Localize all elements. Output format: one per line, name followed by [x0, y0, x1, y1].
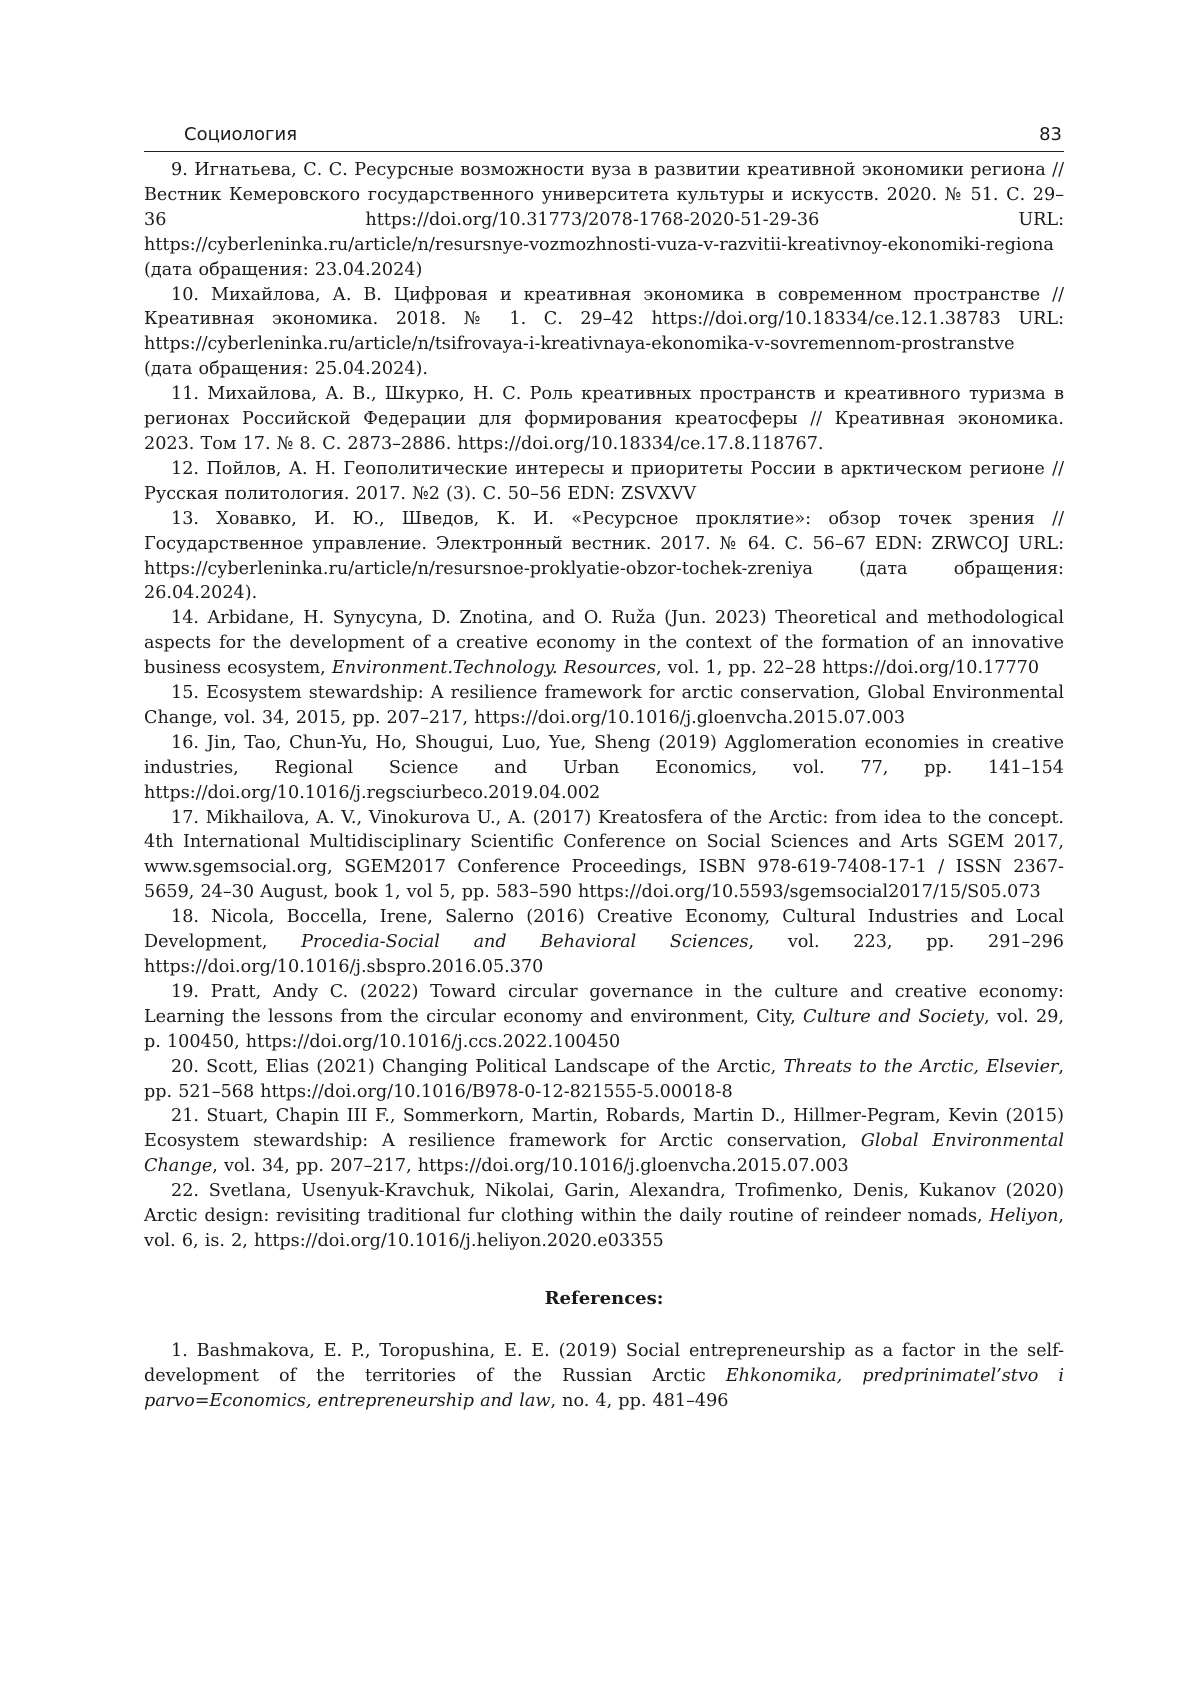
reference-number: 9.: [171, 160, 188, 180]
reference-item: [144, 681, 1064, 731]
reference-text: , vol. 34, pp. 207–217, https://doi.org/10.1016/j.gloenvcha.2015.07.003: [212, 1156, 848, 1176]
reference-text: , vol. 223, pp. 291–296 https://doi.org/10.1016/j.sbspro.2016.05.370: [144, 932, 1064, 977]
reference-italic-title: Culture and Society: [803, 1007, 984, 1027]
reference-text: Ховавко, И. Ю., Шведов, К. И. «Ресурсное проклятие»: обзор точек зрения // Государственное управление. Электронный вестник. 2017. № 64. С. 56–67 EDN: ZRWCOJ URL: https://cyberleninka.ru/article/n/resursnoe-proklyatie-obzor-tochek-zreniya (дата обращения: 26.04.2024).: [144, 509, 1064, 604]
reference-italic-title: Procedia-Social and Behavioral Sciences: [301, 932, 748, 952]
references-english-list: [144, 1339, 1064, 1414]
reference-text: Nicola, Boccella, Irene, Salerno (2016) Creative Economy, Cultural Industries and Local Development,: [144, 907, 1064, 952]
reference-number: 13.: [171, 509, 199, 529]
reference-number: 14.: [171, 608, 199, 628]
section-title-header: Социология: [184, 124, 297, 145]
reference-number: 18.: [171, 907, 199, 927]
reference-item: [144, 507, 1064, 607]
reference-item: [144, 806, 1064, 906]
reference-italic-title: Environment.Technology. Resources: [332, 658, 656, 678]
reference-item: [144, 1339, 1064, 1414]
reference-italic-title: Threats to the Arctic, Elsevier: [783, 1057, 1058, 1077]
reference-text: Михайлова, А. В. Цифровая и креативная экономика в современном пространстве // Креативная экономика. 2018. № 1. С. 29–42 https://doi.org/10.18334/ce.12.1.38783 URL: https://cyberleninka.ru/article/n/tsifrovaya-i-kreativnaya-ekonomika-v-sovremennom-prostranstve (дата обращения: 25.04.2024).: [144, 285, 1064, 380]
page: [144, 118, 1064, 1414]
reference-number: 21.: [171, 1106, 199, 1126]
reference-text: , no. 4, pp. 481–496: [550, 1391, 728, 1411]
reference-text: Ecosystem stewardship: A resilience framework for arctic conservation, Global Environmental Change, vol. 34, 2015, pp. 207–217, https://doi.org/10.1016/j.gloenvcha.2015.07.003: [144, 683, 1064, 728]
reference-item: [144, 382, 1064, 457]
reference-text: Stuart, Chapin III F., Sommerkorn, Martin, Robards, Martin D., Hillmer-Pegram, Kevin (2015) Ecosystem stewardship: A resilience framework for Arctic conservation,: [144, 1106, 1064, 1151]
reference-number: 12.: [171, 459, 199, 479]
reference-item: [144, 1104, 1064, 1179]
reference-text: , pp. 521–568 https://doi.org/10.1016/B978-0-12-821555-5.00018-8: [144, 1057, 1064, 1102]
reference-number: 1.: [171, 1341, 188, 1361]
reference-item: [144, 283, 1064, 383]
page-number: 83: [1039, 124, 1062, 145]
references-heading: References:: [144, 1288, 1064, 1309]
reference-text: Pratt, Andy C. (2022) Toward circular governance in the culture and creative economy: Learning the lessons from the circular economy and environment, City,: [144, 982, 1064, 1027]
reference-number: 20.: [171, 1057, 199, 1077]
reference-text: Jin, Tao, Chun-Yu, Ho, Shougui, Luo, Yue, Sheng (2019) Agglomeration economies in creative industries, Regional Science and Urban Economics, vol. 77, pp. 141–154 https://doi.org/10.1016/j.regsciurbeco.2019.04.002: [144, 733, 1064, 803]
reference-text: Scott, Elias (2021) Changing Political Landscape of the Arctic,: [206, 1057, 783, 1077]
reference-text: Игнатьева, С. С. Ресурсные возможности вуза в развитии креативной экономики региона // Вестник Кемеровского государственного университета культуры и искусств. 2020. № 51. С. 29–36 https://doi.org/10.31773/2078-1768-2020-51-29-36 URL: https://cyberleninka.ru/article/n/resursnye-vozmozhnosti-vuza-v-razvitii-kreativnoy-ekonomiki-regiona (дата обращения: 23.04.2024): [144, 160, 1064, 280]
reference-text: Пойлов, А. Н. Геополитические интересы и приоритеты России в арктическом регионе // Русская политология. 2017. №2 (3). С. 50–56 EDN: ZSVXVV: [144, 459, 1064, 504]
reference-text: , vol. 1, pp. 22–28 https://doi.org/10.17770: [656, 658, 1039, 678]
reference-number: 15.: [171, 683, 199, 703]
reference-text: Arbidane, H. Synycyna, D. Znotina, and O. Ruža (Jun. 2023) Theoretical and methodological aspects for the development of a creative economy in the context of the formation of an innovative business ecosystem,: [144, 608, 1064, 678]
reference-number: 19.: [171, 982, 199, 1002]
reference-italic-title: Heliyon: [990, 1206, 1059, 1226]
reference-item: [144, 905, 1064, 980]
reference-text: Михайлова, А. В., Шкурко, Н. С. Роль креативных пространств и креативного туризма в регионах Российской Федерации для формирования креатосферы // Креативная экономика. 2023. Том 17. № 8. С. 2873–2886. https://doi.org/10.18334/ce.17.8.118767.: [144, 384, 1064, 454]
reference-italic-title: Global Environmental Change: [144, 1131, 1064, 1176]
reference-text: Bashmakova, E. P., Toropushina, E. E. (2019) Social entrepreneurship as a factor in the self-development of the territories of the Russian Arctic: [144, 1341, 1064, 1386]
reference-text: , vol. 29, p. 100450, https://doi.org/10.1016/j.ccs.2022.100450: [144, 1007, 1064, 1052]
reference-number: 22.: [171, 1181, 199, 1201]
reference-item: [144, 1055, 1064, 1105]
reference-number: 10.: [171, 285, 199, 305]
reference-item: [144, 606, 1064, 681]
reference-text: Mikhailova, A. V., Vinokurova U., A. (2017) Kreatosfera of the Arctic: from idea to the concept. 4th International Multidisciplinary Scientific Conference on Social Sciences and Arts SGEM 2017, www.sgemsocial.org, SGEM2017 Conference Proceedings, ISBN 978-619-7408-17-1 / ISSN 2367-5659, 24–30 August, book 1, vol 5, pp. 583–590 https://doi.org/10.5593/sgemsocial2017/15/S05.073: [144, 808, 1064, 903]
reference-list: [144, 158, 1064, 1254]
reference-italic-title: Ehkonomika, predprinimatel’stvo i parvo=Economics, entrepreneurship and law: [144, 1366, 1064, 1411]
reference-item: [144, 158, 1064, 283]
reference-item: [144, 1179, 1064, 1254]
reference-number: 11.: [171, 384, 199, 404]
reference-item: [144, 731, 1064, 806]
running-header: [144, 118, 1064, 152]
reference-text: , vol. 6, is. 2, https://doi.org/10.1016/j.heliyon.2020.e03355: [144, 1206, 1064, 1251]
reference-number: 17.: [171, 808, 199, 828]
reference-text: Svetlana, Usenyuk-Kravchuk, Nikolai, Garin, Alexandra, Trofimenko, Denis, Kukanov (2020) Arctic design: revisiting traditional fur clothing within the daily routine of reindeer nomads,: [144, 1181, 1064, 1226]
reference-number: 16.: [171, 733, 199, 753]
reference-item: [144, 980, 1064, 1055]
reference-item: [144, 457, 1064, 507]
